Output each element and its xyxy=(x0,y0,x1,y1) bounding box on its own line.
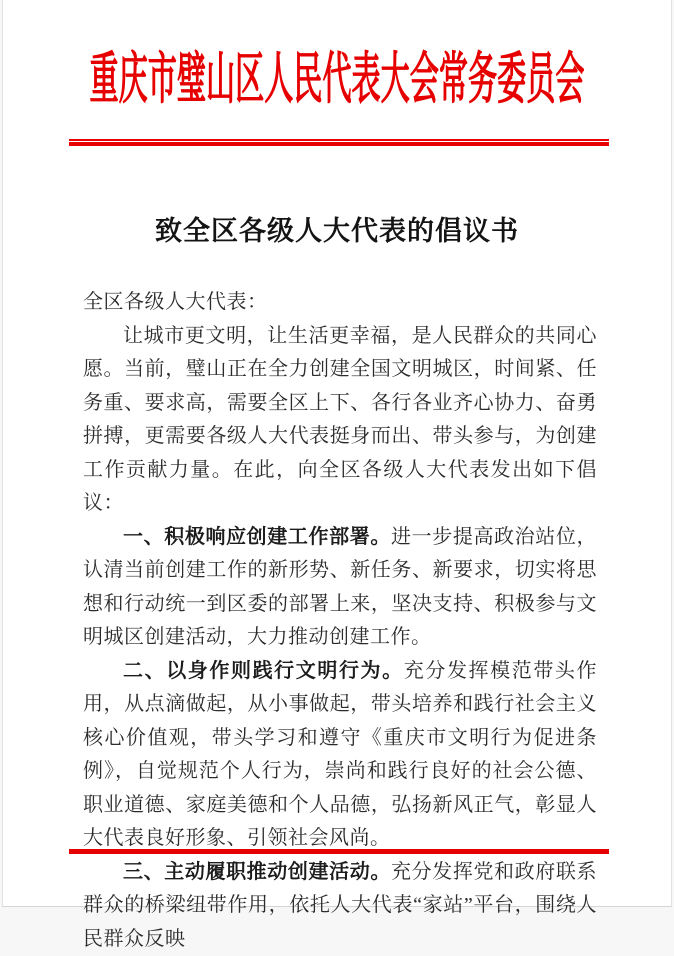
letterhead-divider-rule xyxy=(69,139,609,146)
paragraph-text: 进一步提高政治站位，认清当前创建工作的新形势、新任务、新要求，切实将思想和行动统一到区委的部署上来，坚决支持、积极参与文明城区创建活动，大力推动创建工作。 xyxy=(83,526,597,649)
issuing-organization-title: 重庆市璧山区人民代表大会常务委员会 xyxy=(89,42,584,118)
paragraph-text: 充分发挥党和政府联系群众的桥梁纽带作用，依托人大代表“家站”平台，围绕人民群众反映 xyxy=(83,861,597,950)
paragraph-text: 充分发挥模范带头作用，从点滴做起，从小事做起，带头培养和践行社会主义核心价值观，带头学习和遵守《重庆市文明行为促进条例》，自觉规范个人行为，崇尚和践行良好的社会公德、职业道德、家庭美德和个人品德，弘扬新风正气，彰显人大代表良好形象、引领社会风尚。 xyxy=(83,660,597,850)
section-heading-text: 二、以身作则践行文明行为。 xyxy=(123,660,404,682)
body-paragraph xyxy=(83,320,597,521)
paragraph-text: 让城市更文明，让生活更幸福，是人民群众的共同心愿。当前，璧山正在全力创建全国文明城区，时间紧、任务重、要求高，需要全区上下、各行各业齐心协力、奋勇拼搏，更需要各级人大代表挺身而出、带头参与，为创建工作贡献力量。在此，向全区各级人大代表发出如下倡议： xyxy=(83,325,597,515)
body-paragraph xyxy=(83,521,597,655)
section-heading-text: 三、主动履职推动创建活动。 xyxy=(123,861,391,883)
document-body xyxy=(83,286,597,846)
section-heading-text: 一、积极响应创建工作部署。 xyxy=(123,526,391,548)
paragraph-text: 全区各级人大代表： xyxy=(83,291,268,313)
body-paragraph xyxy=(83,286,597,320)
body-paragraph xyxy=(83,856,597,956)
document-title: 致全区各级人大代表的倡议书 xyxy=(3,214,671,248)
body-paragraph xyxy=(83,655,597,856)
document-page xyxy=(2,0,672,907)
letterhead xyxy=(3,42,671,118)
footer-divider-rule xyxy=(69,849,609,854)
